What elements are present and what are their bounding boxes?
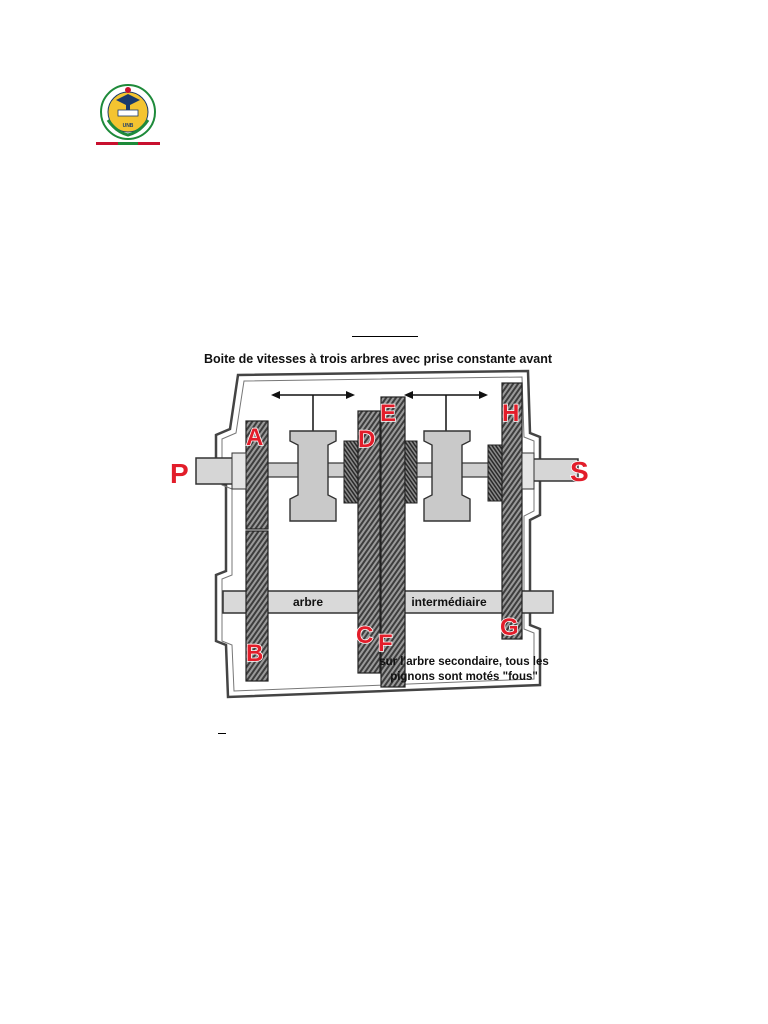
logo-abbrev: UNB [122, 123, 134, 129]
caption-dash [218, 733, 226, 734]
university-logo [96, 80, 160, 150]
label-d: D [358, 426, 376, 453]
label-f: F [378, 630, 393, 657]
bearing-rear [522, 453, 534, 489]
shift-arrow-right [404, 391, 488, 431]
label-a: A [246, 424, 264, 451]
label-b: B [246, 640, 264, 667]
logo-emblem [96, 80, 160, 150]
dog-gear-d [344, 441, 358, 503]
shaft-label-left: arbre [292, 595, 324, 609]
label-c: C [356, 622, 374, 649]
gearbox-svg [168, 345, 598, 715]
dog-gear-e [405, 441, 417, 503]
label-e: E [380, 400, 397, 427]
bearing-front [232, 453, 246, 489]
note-line-1: sur l'arbre secondaire, tous les [379, 656, 549, 668]
dog-gear-h [488, 445, 502, 501]
shift-arrow-left [271, 391, 355, 431]
title-underline [352, 336, 418, 337]
shaft-label-right: intermédiaire [411, 595, 487, 609]
gearbox-diagram [168, 345, 598, 715]
label-h: H [502, 400, 520, 427]
label-p: P [170, 458, 189, 489]
note-line-2: pignons sont motés "fous" [390, 671, 538, 683]
label-g: G [500, 614, 519, 641]
label-s: S [570, 456, 589, 487]
diagram-title: Boite de vitesses à trois arbres avec prise constante avant [203, 352, 553, 366]
